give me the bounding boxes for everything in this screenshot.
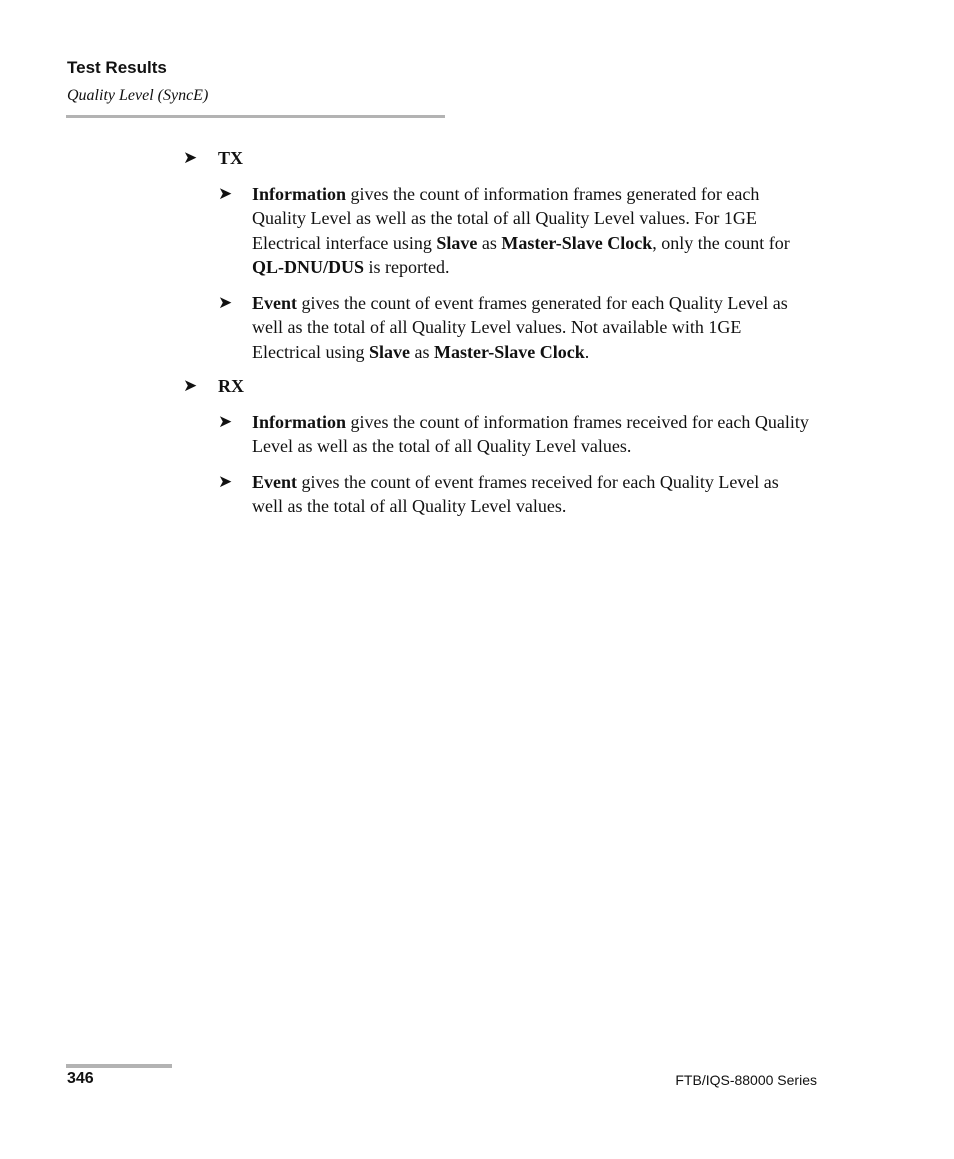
text-run: , only the count for [652,232,790,253]
bold-term: Slave [368,341,410,362]
text-run: gives the count of event frames generated for each Quality Level as well as the total of all Quality Level values. Not available with 1GE Electrical using [252,292,788,362]
list-item [218,182,813,280]
arrow-bullet-icon: ➤ [183,376,198,395]
arrow-bullet-icon: ➤ [218,292,233,312]
header-divider [66,115,445,118]
section-label: TX [218,148,244,168]
text-run: is reported. [364,257,450,277]
bold-term: Information [252,183,346,204]
section-title: Test Results [67,58,167,77]
text-run: as [477,232,502,253]
list-item [218,291,813,365]
text-run: gives the count of event frames received for each Quality Level as well as the total of all Quality Level values. [252,471,779,516]
bold-term: Information [252,411,346,432]
bold-term: Event [252,471,297,492]
list-item [218,410,813,459]
item-text [252,470,813,519]
text-run: . [584,341,590,362]
item-text [252,410,813,459]
text-run: gives the count of information frames received for each Quality Level as well as the total of all Quality Level values. [252,411,809,456]
product-series: FTB/IQS-88000 Series [675,1072,817,1088]
item-text [252,182,813,280]
bullet-list [218,182,813,365]
arrow-bullet-icon: ➤ [218,471,233,491]
list-item [218,470,813,519]
section-label: RX [218,376,244,396]
main-content [183,146,813,519]
bold-term: Event [252,292,297,313]
arrow-bullet-icon: ➤ [218,411,233,431]
text-run: gives the count of information frames generated for each Quality Level as well as the total of all Quality Level values. For 1GE Electrical interface using [252,183,760,253]
bold-term: Slave [436,232,478,253]
bold-term: Master-Slave Clock [433,341,585,362]
bold-term: Master-Slave Clock [501,232,653,253]
bullet-list [218,410,813,519]
arrow-bullet-icon: ➤ [218,183,233,203]
footer-divider [66,1064,172,1068]
bold-term: QL-DNU/DUS [252,257,365,277]
section-subtitle: Quality Level (SyncE) [67,87,209,104]
page-number: 346 [67,1070,94,1087]
page-header [67,57,445,106]
section-tx [183,146,813,364]
item-text [252,291,813,365]
arrow-bullet-icon: ➤ [183,148,198,167]
text-run: as [409,341,434,362]
section-rx [183,374,813,519]
